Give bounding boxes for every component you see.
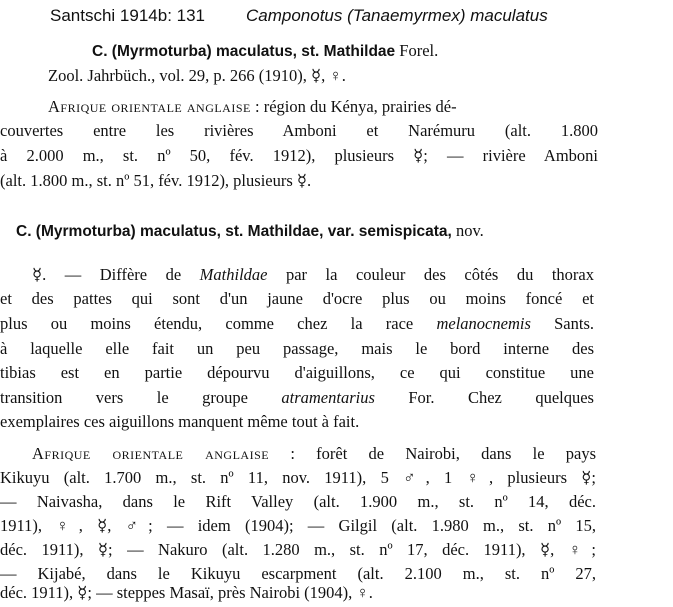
- para1-line1-text: Afrique orientale anglaise : région du Kénya, prairies dé-: [48, 97, 457, 116]
- para1-line3: à 2.000 m., st. nº 50, fév. 1912), plusieurs ☿; — rivière Amboni: [0, 146, 598, 165]
- para2-line6: transition vers le groupe atramentarius For. Chez quelques: [0, 388, 594, 407]
- region-label: Afrique orientale anglaise: [48, 97, 251, 116]
- para1-line1: [48, 96, 598, 118]
- para1-line4: (alt. 1.800 m., st. nº 51, fév. 1912), plusieurs ☿.: [0, 171, 312, 190]
- para3-line3: — Naivasha, dans le Rift Valley (alt. 1.900 m., st. nº 14, déc.: [0, 492, 596, 511]
- para3-line5: déc. 1911), ☿; — Nakuro (alt. 1.280 m., st. nº 17, déc. 1911), ☿, ♀;: [0, 540, 596, 559]
- entry1-heading: [92, 40, 438, 63]
- entry1-author: Forel.: [395, 41, 439, 60]
- entry1-citation: Zool. Jahrbüch., vol. 29, p. 266 (1910), ☿, ♀.: [48, 66, 346, 85]
- region-label: Afrique orientale anglaise: [32, 444, 270, 463]
- para2-line4: à laquelle elle fait un peu passage, mais le bord interne des: [0, 339, 594, 358]
- para3-line2: Kikuyu (alt. 1.700 m., st. nº 11, nov. 1911), 5 ♂, 1 ♀, plusieurs ☿;: [0, 468, 596, 487]
- entry1-name: C. (Myrmoturba) maculatus, st. Mathildae: [92, 43, 396, 60]
- taxon-title: Camponotus (Tanaemyrmex) maculatus: [246, 6, 548, 25]
- para2-line5: tibias est en partie dépourvu d'aiguillons, ce qui constitue une: [0, 363, 594, 382]
- para2-line1: ☿. — Diffère de Mathildae par la couleur des côtés du thorax: [32, 265, 594, 284]
- para1-line2: couvertes entre les rivières Amboni et Narémuru (alt. 1.800: [0, 121, 598, 140]
- entry2-name: C. (Myrmoturba) maculatus, st. Mathildae, var. semispicata,: [16, 223, 452, 240]
- para2-line2: et des pattes qui sont d'un jaune d'ocre plus ou moins foncé et: [0, 289, 594, 308]
- para3-line1: Afrique orientale anglaise : forêt de Nairobi, dans le pays: [32, 444, 596, 463]
- para3-line4: 1911), ♀, ☿, ♂; — idem (1904); — Gilgil (alt. 1.980 m., st. nº 15,: [0, 516, 596, 535]
- para3-line6: — Kijabé, dans le Kikuyu escarpment (alt. 2.100 m., st. nº 27,: [0, 564, 596, 583]
- para2-line3: plus ou moins étendu, comme chez la race melanocnemis Sants.: [0, 314, 594, 333]
- para2-line7: exemplaires ces aiguillons manquent même tout à fait.: [0, 412, 360, 431]
- entry2-tail: nov.: [451, 221, 484, 240]
- source-citation: Santschi 1914b: 131: [50, 6, 206, 25]
- para3-line7: déc. 1911), ☿; — steppes Masaï, près Nairobi (1904), ♀.: [0, 583, 373, 602]
- entry2-heading: [16, 220, 484, 243]
